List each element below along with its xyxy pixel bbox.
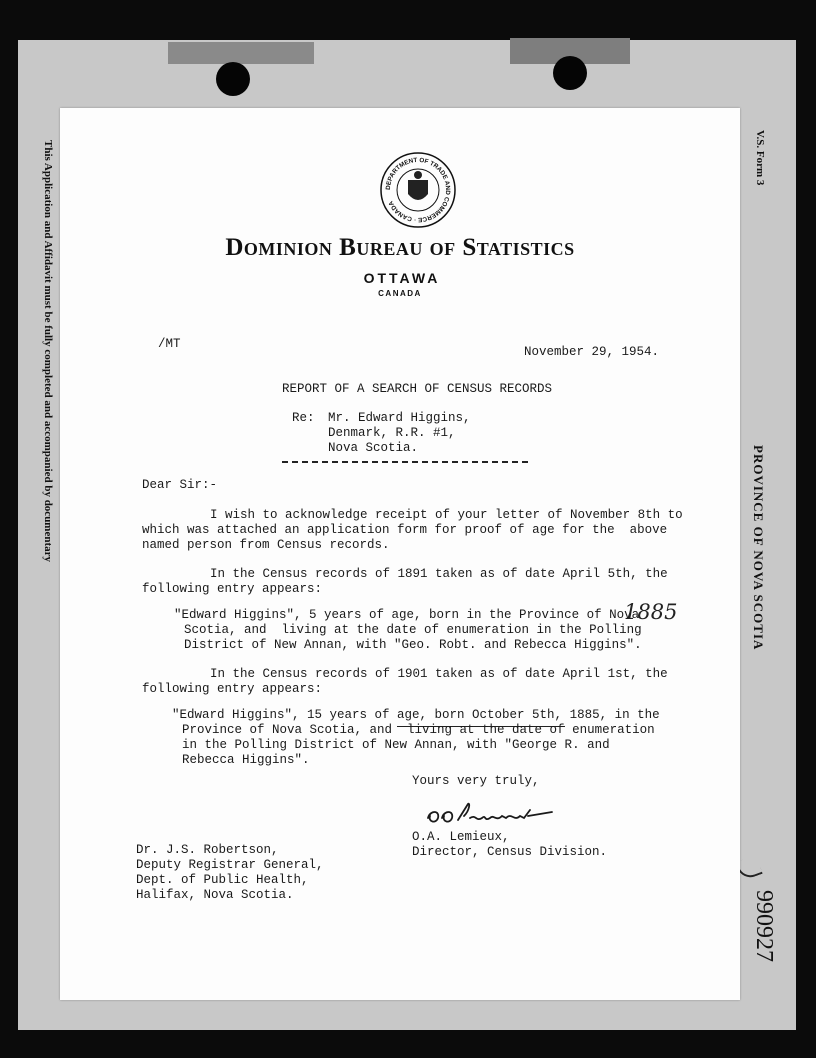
re-line: Denmark, R.R. #1, — [328, 426, 456, 440]
paragraph-line: I wish to acknowledge receipt of your letter of November 8th to — [210, 508, 683, 522]
stamp-number: 990927 — [751, 890, 777, 962]
re-line: Mr. Edward Higgins, — [328, 411, 471, 425]
re-line: Nova Scotia. — [328, 441, 419, 455]
letter-page — [60, 108, 740, 1000]
salutation: Dear Sir:- — [142, 478, 218, 492]
form-label: V.S. Form 3 — [754, 130, 766, 186]
signature — [424, 800, 556, 828]
svg-text:DEPARTMENT OF TRADE AND COMMER: DEPARTMENT OF TRADE AND COMMERCE · CANADA — [384, 156, 452, 224]
organization-name: Dominion Bureau of Statistics — [225, 234, 575, 261]
divider — [282, 461, 528, 463]
census-quote-line: District of New Annan, with "Geo. Robt. and Rebecca Higgins". — [184, 638, 642, 652]
paragraph-line: In the Census records of 1901 taken as of date April 1st, the — [210, 667, 668, 681]
census-quote-line: "Edward Higgins", 5 years of age, born in the Province of Nova — [174, 608, 640, 622]
signer-name: O.A. Lemieux, — [412, 830, 510, 844]
closing: Yours very truly, — [412, 774, 540, 788]
tape-strip — [168, 42, 314, 64]
census-quote-line: Scotia, and living at the date of enumeration in the Polling — [184, 623, 642, 637]
recipient-line: Halifax, Nova Scotia. — [136, 888, 294, 902]
organization-country: CANADA — [378, 289, 422, 298]
punch-hole — [553, 56, 587, 90]
paragraph-line: which was attached an application form for proof of age for the above — [142, 523, 668, 537]
census-quote-line: "Edward Higgins", 15 years of age, born October 5th, 1885, in the — [172, 708, 660, 722]
province-label: PROVINCE OF NOVA SCOTIA — [751, 445, 766, 651]
handwritten-note: 1885 — [624, 600, 678, 624]
recipient-line: Deputy Registrar General, — [136, 858, 324, 872]
reference-code: /MT — [158, 337, 181, 351]
census-quote-line: Rebecca Higgins". — [182, 753, 310, 767]
form-margin-instruction: This Application and Affidavit must be fully completed and accompanied by documentary — [42, 140, 54, 563]
recipient-line: Dept. of Public Health, — [136, 873, 309, 887]
punch-hole — [216, 62, 250, 96]
re-label: Re: — [292, 411, 315, 425]
signer-title: Director, Census Division. — [412, 845, 608, 859]
paragraph-line: following entry appears: — [142, 582, 323, 596]
census-quote-line: Province of Nova Scotia, and living at the date of enumeration — [182, 723, 655, 737]
paragraph-line: named person from Census records. — [142, 538, 390, 552]
paragraph-line: In the Census records of 1891 taken as of date April 5th, the — [210, 567, 668, 581]
recipient-line: Dr. J.S. Robertson, — [136, 843, 279, 857]
organization-city: OTTAWA — [363, 270, 441, 286]
census-quote-line: in the Polling District of New Annan, with "George R. and — [182, 738, 610, 752]
department-seal-icon — [378, 150, 458, 230]
paragraph-line: following entry appears: — [142, 682, 323, 696]
letter-date: November 29, 1954. — [524, 345, 660, 359]
letter-subject: REPORT OF A SEARCH OF CENSUS RECORDS — [282, 382, 553, 396]
